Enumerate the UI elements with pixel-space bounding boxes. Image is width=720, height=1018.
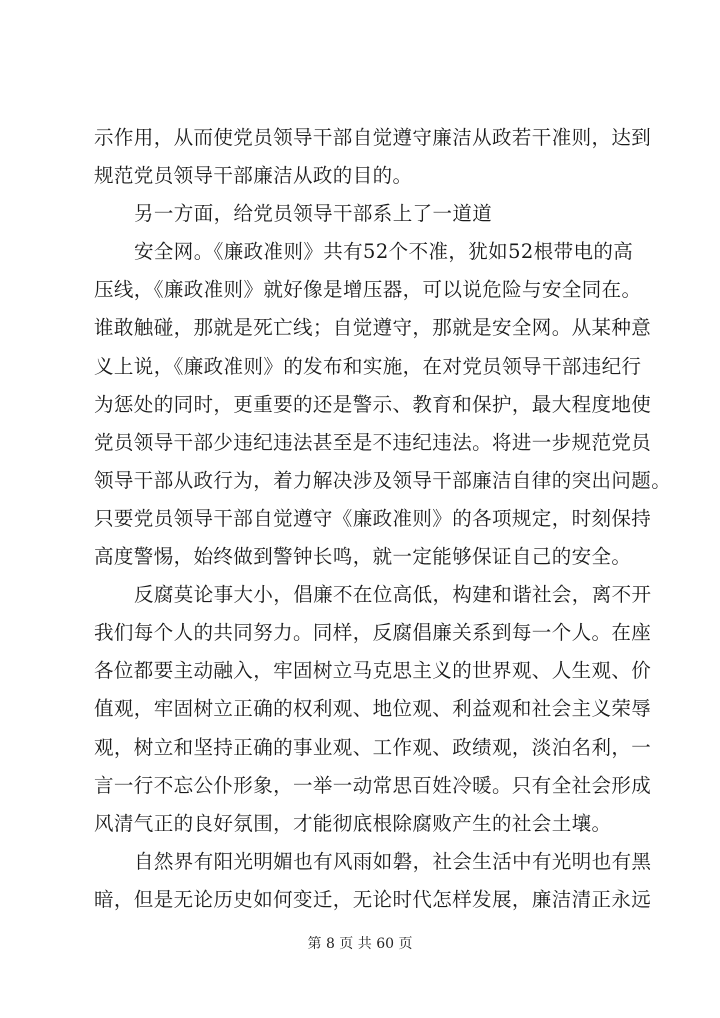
text-line: 自然界有阳光明媚也有风雨如磐，社会生活中有光明也有黑 bbox=[134, 849, 652, 873]
text-line: 示作用，从而使党员领导干部自觉遵守廉洁从政若干准则，达到 bbox=[94, 126, 652, 149]
text-line: 各位都要主动融入，牢固树立马克思主义的世界观、人生观、价 bbox=[94, 659, 652, 683]
text-line: 高度警惕，始终做到警钟长鸣，就一定能够保证自己的安全。 bbox=[94, 545, 632, 569]
text-line: 只要党员领导干部自觉遵守《廉政准则》的各项规定，时刻保持 bbox=[94, 506, 652, 530]
text-line: 为惩处的同时，更重要的还是警示、教育和保护，最大程度地使 bbox=[94, 392, 652, 416]
text-line: 另一方面，给党员领导干部系上了一道道 bbox=[134, 202, 493, 226]
text-line: 观，树立和坚持正确的事业观、工作观、政绩观，淡泊名利，一 bbox=[94, 735, 652, 759]
text-line: 规范党员领导干部廉洁从政的目的。 bbox=[94, 164, 413, 188]
text-line: 风清气正的良好氛围，才能彻底根除腐败产生的社会土壤。 bbox=[94, 811, 612, 835]
text-line: 领导干部从政行为，着力解决涉及领导干部廉洁自律的突出问题。 bbox=[94, 468, 672, 492]
text-line: 反腐莫论事大小，倡廉不在位高低，构建和谐社会，离不开 bbox=[134, 583, 652, 607]
text-line: 言一行不忘公仆形象，一举一动常思百姓冷暖。只有全社会形成 bbox=[94, 773, 652, 797]
text-line: 安全网。《廉政准则》共有52个不准，犹如52根带电的高 bbox=[134, 240, 634, 264]
page-footer: 第 8 页 共 60 页 bbox=[307, 936, 413, 952]
text-line: 我们每个人的共同努力。同样，反腐倡廉关系到每一个人。在座 bbox=[94, 621, 652, 645]
text-line: 党员领导干部少违纪违法甚至是不违纪违法。将进一步规范党员 bbox=[94, 430, 652, 454]
text-line: 谁敢触碰，那就是死亡线；自觉遵守，那就是安全网。从某种意 bbox=[94, 316, 652, 340]
text-line: 值观，牢固树立正确的权利观、地位观、利益观和社会主义荣辱 bbox=[94, 697, 652, 721]
text-line: 义上说，《廉政准则》的发布和实施，在对党员领导干部违纪行 bbox=[94, 354, 642, 378]
text-line: 暗，但是无论历史如何变迁，无论时代怎样发展，廉洁清正永远 bbox=[94, 887, 652, 911]
text-line: 压线，《廉政准则》就好像是增压器，可以说危险与安全同在。 bbox=[94, 278, 642, 302]
body-text bbox=[94, 126, 672, 928]
